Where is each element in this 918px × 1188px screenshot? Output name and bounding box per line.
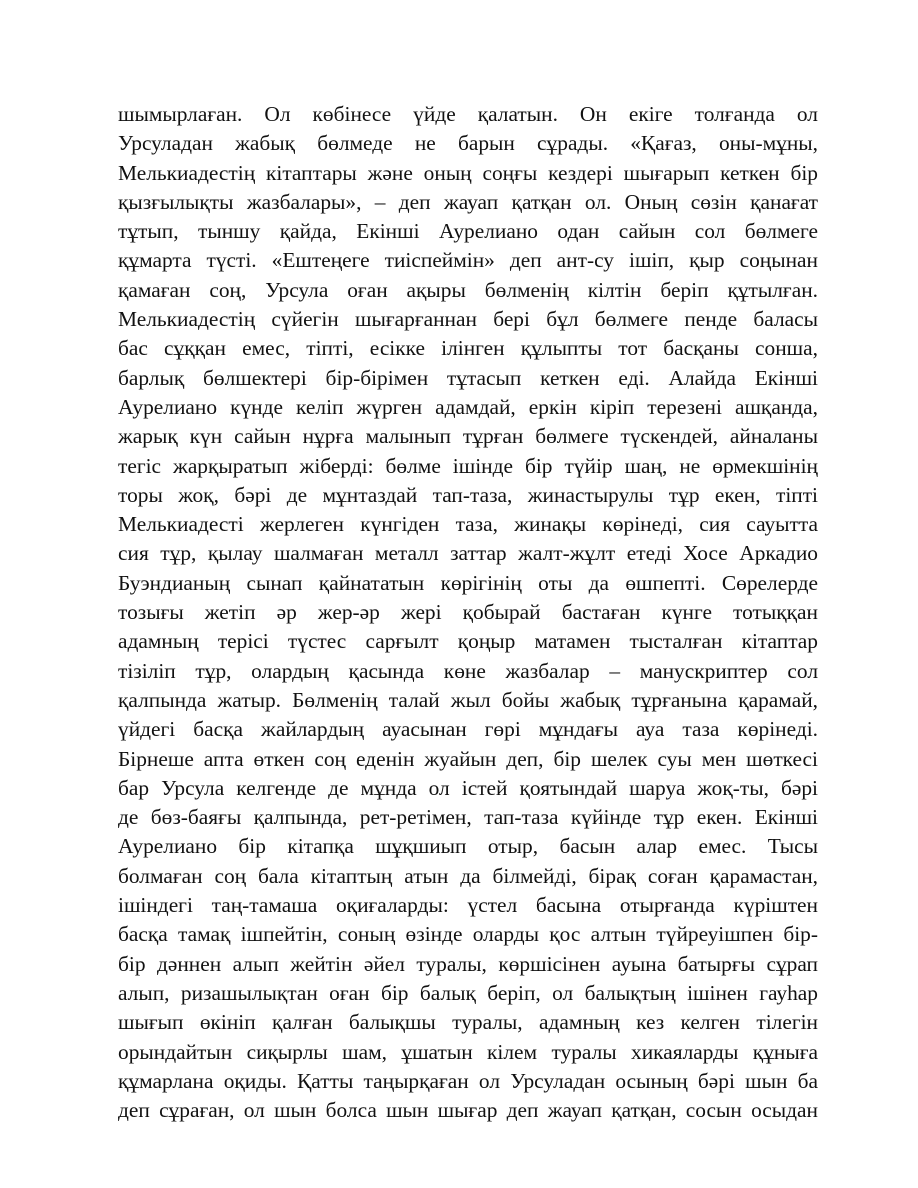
text-line: сия тұр, қылау шалмаған металл заттар жалт-жұлт етеді Хосе Аркадио: [118, 541, 818, 566]
text-line: қызғылықты жазбалары», – деп жауап қатқан ол. Оның сөзін қанағат: [118, 189, 818, 214]
text-line: үйдегі басқа жайлардың ауасынан гөрі мұндағы ауа таза көрінеді.: [118, 717, 818, 742]
text-line: ішіндегі таң-тамаша оқиғаларды: үстел басына отырғанда күріштен: [118, 893, 818, 918]
text-line: құмарлана оқиды. Қатты таңырқаған ол Урсуладан осының бәрі шын ба: [118, 1068, 818, 1093]
text-line: Бірнеше апта өткен соң еденін жуайын деп, бір шелек суы мен шөткесі: [118, 746, 818, 771]
text-line: қамаған соң, Урсула оған ақыры бөлменің кілтін беріп құтылған.: [118, 277, 818, 302]
text-line: бас сұққан емес, тіпті, есікке ілінген құлыпты тот басқаны сонша,: [118, 336, 818, 361]
text-line: Аурелиано күнде келіп жүрген адамдай, еркін кіріп терезені ашқанда,: [118, 394, 818, 419]
text-line: Урсуладан жабық бөлмеде не барын сұрады. «Қағаз, оны-мұны,: [118, 131, 818, 156]
text-line: деп сұраған, ол шын болса шын шығар деп жауап қатқан, сосын осыдан: [118, 1098, 818, 1123]
text-line: Буэндианың сынап қайнататын көрігінің оты да өшпепті. Сөрелерде: [118, 570, 818, 595]
body-text: [118, 100, 818, 1125]
text-line: торы жоқ, бәрі де мұнтаздай тап-таза, жинастырулы тұр екен, тіпті: [118, 482, 818, 507]
text-line: Мелькиадестің кітаптары және оның соңғы кездері шығарып кеткен бір: [118, 160, 818, 185]
text-line: тозығы жетіп әр жер-әр жері қобырай бастаған күнге тотыққан: [118, 600, 818, 625]
text-line: Аурелиано бір кітапқа шұқшиып отыр, басын алар емес. Тысы: [118, 834, 818, 859]
text-line: тұтып, тыншу қайда, Екінші Аурелиано одан сайын сол бөлмеге: [118, 219, 818, 244]
text-line: алып, ризашылықтан оған бір балық беріп, ол балықтың ішінен гауһар: [118, 980, 818, 1005]
text-line: адамның терісі түстес сарғылт қоңыр матамен тысталған кітаптар: [118, 629, 818, 654]
text-line: де бөз-баяғы қалпында, рет-ретімен, тап-таза күйінде тұр екен. Екінші: [118, 805, 818, 830]
text-line: орындайтын сиқырлы шам, ұшатын кілем туралы хикаяларды құныға: [118, 1039, 818, 1064]
text-line: болмаған соң бала кітаптың атын да білмейді, бірақ соған қарамастан,: [118, 863, 818, 888]
text-line: тізіліп тұр, олардың қасында көне жазбалар – манускриптер сол: [118, 658, 818, 683]
text-line: құмарта түсті. «Ештеңеге тиіспеймін» деп ант-су ішіп, қыр соңынан: [118, 248, 818, 273]
text-line: барлық бөлшектері бір-бірімен тұтасып кеткен еді. Алайда Екінші: [118, 365, 818, 390]
text-line: басқа тамақ ішпейтін, соның өзінде оларды қос алтын түйреуішпен бір-: [118, 922, 818, 947]
text-line: тегіс жарқыратып жіберді: бөлме ішінде бір түйір шаң, не өрмекшінің: [118, 453, 818, 478]
text-line: бір дәннен алып жейтін әйел туралы, көршісінен ауына батырғы сұрап: [118, 951, 818, 976]
text-line: Мелькиадесті жерлеген күнгіден таза, жинақы көрінеді, сия сауытта: [118, 512, 818, 537]
text-line: шымырлаған. Ол көбінесе үйде қалатын. Он екіге толғанда ол: [118, 102, 818, 126]
text-line: қалпында жатыр. Бөлменің талай жыл бойы жабық тұрғанына қарамай,: [118, 687, 818, 712]
text-line: жарық күн сайын нұрға малынып тұрған бөлмеге түскендей, айналаны: [118, 424, 818, 449]
text-line: шығып өкініп қалған балықшы туралы, адамның кез келген тілегін: [118, 1010, 818, 1035]
text-line: бар Урсула келгенде де мұнда ол істей қоятындай шаруа жоқ-ты, бәрі: [118, 775, 818, 800]
text-line: Мелькиадестің сүйегін шығарғаннан бері бұл бөлмеге пенде баласы: [118, 307, 818, 332]
